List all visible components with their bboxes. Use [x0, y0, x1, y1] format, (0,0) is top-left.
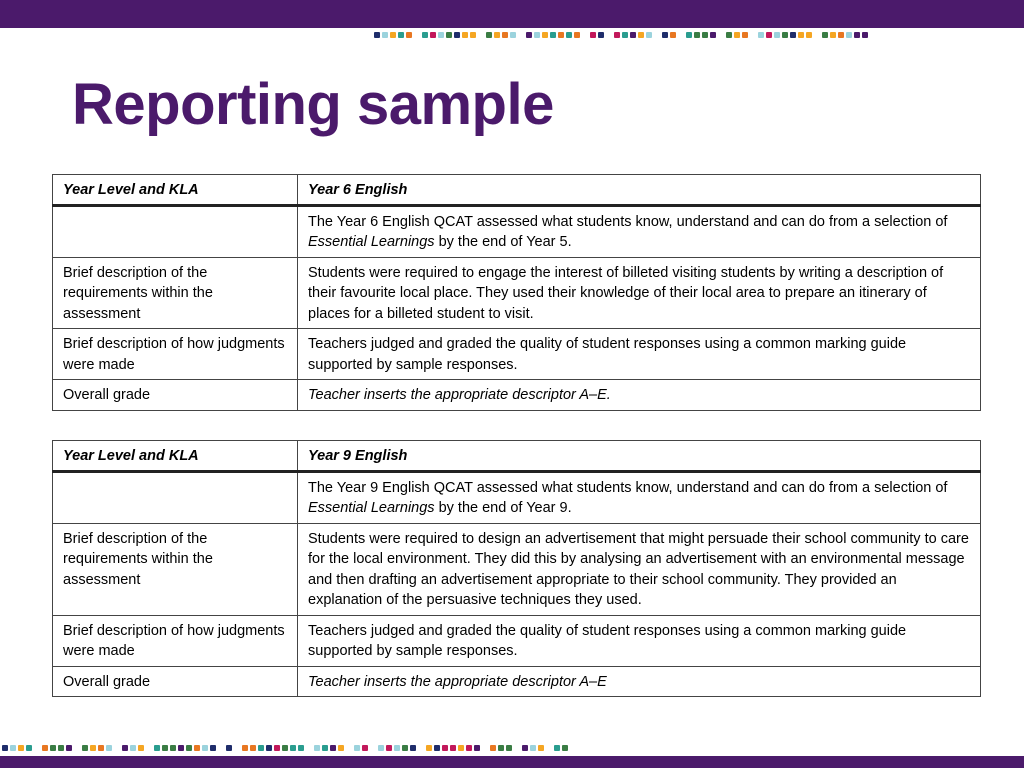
decorative-dot — [122, 745, 128, 751]
decorative-dot — [422, 32, 428, 38]
decorative-dot — [490, 745, 496, 751]
decorative-dot — [338, 745, 344, 751]
decorative-dot — [462, 32, 468, 38]
top-banner-bar — [0, 0, 1024, 28]
row-value-intro — [298, 471, 981, 523]
decorative-dot-strip-top — [374, 31, 878, 39]
decorative-dot — [314, 745, 320, 751]
decorative-dot — [434, 745, 440, 751]
row-label: Brief description of how judgments were made — [53, 615, 298, 666]
row-label: Overall grade — [53, 666, 298, 697]
decorative-dot — [250, 745, 256, 751]
decorative-dot — [622, 32, 628, 38]
row-label — [53, 205, 298, 257]
table-row-judgments — [53, 329, 981, 380]
decorative-dot — [10, 745, 16, 751]
decorative-dot — [430, 32, 436, 38]
row-label: Overall grade — [53, 380, 298, 411]
decorative-dot — [702, 32, 708, 38]
decorative-dot — [398, 32, 404, 38]
decorative-dot — [82, 745, 88, 751]
decorative-dot — [742, 32, 748, 38]
table-row-intro — [53, 471, 981, 523]
decorative-dot — [538, 745, 544, 751]
row-label: Brief description of the requirements within the assessment — [53, 257, 298, 329]
intro-text: The Year 6 English QCAT assessed what students know, understand and can do from a selection of — [308, 213, 948, 230]
decorative-dot — [394, 745, 400, 751]
decorative-dot — [354, 745, 360, 751]
decorative-dot — [178, 745, 184, 751]
header-cell-kla-label: Year Level and KLA — [53, 441, 298, 472]
decorative-dot — [494, 32, 500, 38]
bottom-banner-bar — [0, 756, 1024, 768]
decorative-dot — [734, 32, 740, 38]
decorative-dot — [290, 745, 296, 751]
decorative-dot — [106, 745, 112, 751]
table-row-judgments — [53, 615, 981, 666]
table-header-row — [53, 175, 981, 206]
decorative-dot — [726, 32, 732, 38]
decorative-dot — [386, 745, 392, 751]
intro-text: The Year 9 English QCAT assessed what students know, understand and can do from a selection of — [308, 479, 948, 496]
intro-italic-text: Essential Learnings — [308, 234, 435, 250]
decorative-dot — [378, 745, 384, 751]
decorative-dot — [562, 745, 568, 751]
decorative-dot — [502, 32, 508, 38]
decorative-dot — [790, 32, 796, 38]
decorative-dot — [526, 32, 532, 38]
decorative-dot — [470, 32, 476, 38]
report-table-year-6 — [52, 174, 981, 411]
decorative-dot — [510, 32, 516, 38]
decorative-dot — [186, 745, 192, 751]
decorative-dot — [90, 745, 96, 751]
decorative-dot — [566, 32, 572, 38]
decorative-dot — [846, 32, 852, 38]
decorative-dot — [558, 32, 564, 38]
decorative-dot — [458, 745, 464, 751]
decorative-dot — [806, 32, 812, 38]
decorative-dot — [474, 745, 480, 751]
decorative-dot — [782, 32, 788, 38]
decorative-dot — [662, 32, 668, 38]
decorative-dot — [862, 32, 868, 38]
decorative-dot — [830, 32, 836, 38]
decorative-dot — [298, 745, 304, 751]
decorative-dot — [426, 745, 432, 751]
decorative-dot — [438, 32, 444, 38]
decorative-dot — [710, 32, 716, 38]
decorative-dot — [322, 745, 328, 751]
table-row-intro — [53, 205, 981, 257]
decorative-dot — [854, 32, 860, 38]
row-label: Brief description of the requirements within the assessment — [53, 523, 298, 615]
decorative-dot — [406, 32, 412, 38]
decorative-dot — [534, 32, 540, 38]
intro-italic-text: Essential Learnings — [308, 500, 435, 516]
decorative-dot — [18, 745, 24, 751]
decorative-dot — [382, 32, 388, 38]
decorative-dot — [542, 32, 548, 38]
decorative-dot — [758, 32, 764, 38]
decorative-dot — [362, 745, 368, 751]
decorative-dot — [506, 745, 512, 751]
decorative-dot — [162, 745, 168, 751]
decorative-dot — [486, 32, 492, 38]
decorative-dot — [498, 745, 504, 751]
row-value: Students were required to design an advertisement that might persuade their school community to care for the local environment. They did this by analysing an advertisement with an environmental message and then drafting an advertisement appropriate to their school community. They provided an explanation of the persuasive techniques they used. — [298, 523, 981, 615]
decorative-dot — [554, 745, 560, 751]
decorative-dot — [838, 32, 844, 38]
decorative-dot — [282, 745, 288, 751]
intro-text-end: by the end of Year 5. — [434, 234, 572, 250]
decorative-dot — [598, 32, 604, 38]
decorative-dot — [550, 32, 556, 38]
decorative-dot — [26, 745, 32, 751]
decorative-dot — [766, 32, 772, 38]
decorative-dot — [774, 32, 780, 38]
decorative-dot — [202, 745, 208, 751]
decorative-dot — [390, 32, 396, 38]
decorative-dot — [374, 32, 380, 38]
intro-text-end: by the end of Year 9. — [434, 500, 572, 516]
decorative-dot — [66, 745, 72, 751]
decorative-dot — [822, 32, 828, 38]
decorative-dot — [2, 745, 8, 751]
header-cell-kla-value: Year 9 English — [298, 441, 981, 472]
header-cell-kla-label: Year Level and KLA — [53, 175, 298, 206]
decorative-dot — [154, 745, 160, 751]
row-label: Brief description of how judgments were made — [53, 329, 298, 380]
decorative-dot — [798, 32, 804, 38]
decorative-dot — [446, 32, 452, 38]
decorative-dot — [454, 32, 460, 38]
decorative-dot — [194, 745, 200, 751]
decorative-dot-strip-bottom — [2, 744, 578, 752]
decorative-dot — [210, 745, 216, 751]
decorative-dot — [258, 745, 264, 751]
row-value: Teacher inserts the appropriate descriptor A–E. — [298, 380, 981, 411]
decorative-dot — [226, 745, 232, 751]
decorative-dot — [138, 745, 144, 751]
decorative-dot — [686, 32, 692, 38]
row-value: Teachers judged and graded the quality of student responses using a common marking guide supported by sample responses. — [298, 615, 981, 666]
decorative-dot — [266, 745, 272, 751]
row-value-intro — [298, 205, 981, 257]
table-row-grade — [53, 666, 981, 697]
decorative-dot — [442, 745, 448, 751]
decorative-dot — [638, 32, 644, 38]
decorative-dot — [58, 745, 64, 751]
decorative-dot — [630, 32, 636, 38]
decorative-dot — [410, 745, 416, 751]
decorative-dot — [614, 32, 620, 38]
row-value: Teachers judged and graded the quality of student responses using a common marking guide supported by sample responses. — [298, 329, 981, 380]
decorative-dot — [130, 745, 136, 751]
decorative-dot — [242, 745, 248, 751]
slide-title: Reporting sample — [72, 72, 554, 137]
row-value: Students were required to engage the interest of billeted visiting students by writing a description of their favourite local place. They used their knowledge of their local area to prepare an itinerary of places for a billeted student to visit. — [298, 257, 981, 329]
decorative-dot — [450, 745, 456, 751]
table-row-requirements — [53, 257, 981, 329]
decorative-dot — [646, 32, 652, 38]
table-row-grade — [53, 380, 981, 411]
decorative-dot — [574, 32, 580, 38]
decorative-dot — [170, 745, 176, 751]
report-table-year-9 — [52, 440, 981, 697]
table-header-row — [53, 441, 981, 472]
decorative-dot — [522, 745, 528, 751]
row-label — [53, 471, 298, 523]
header-cell-kla-value: Year 6 English — [298, 175, 981, 206]
decorative-dot — [670, 32, 676, 38]
decorative-dot — [330, 745, 336, 751]
decorative-dot — [466, 745, 472, 751]
decorative-dot — [42, 745, 48, 751]
decorative-dot — [590, 32, 596, 38]
decorative-dot — [694, 32, 700, 38]
decorative-dot — [98, 745, 104, 751]
decorative-dot — [402, 745, 408, 751]
row-value: Teacher inserts the appropriate descriptor A–E — [298, 666, 981, 697]
decorative-dot — [530, 745, 536, 751]
decorative-dot — [274, 745, 280, 751]
decorative-dot — [50, 745, 56, 751]
table-row-requirements — [53, 523, 981, 615]
